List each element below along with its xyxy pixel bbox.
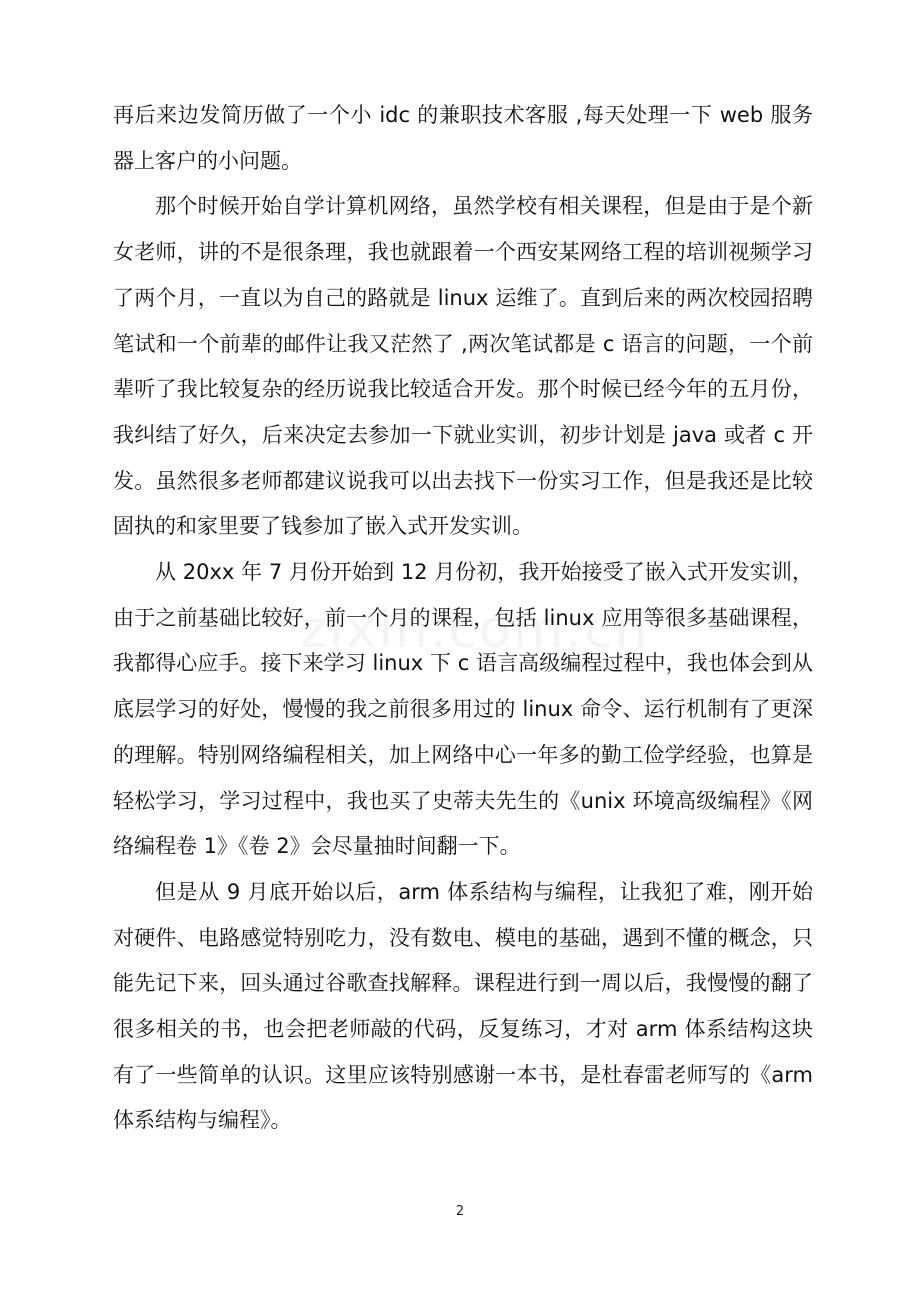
paragraph-1: 再后来边发简历做了一个小 idc 的兼职技术客服 ,每天处理一下 web 服务器上客户的小问题。: [113, 103, 813, 173]
page-number: 2: [455, 1204, 465, 1219]
watermark: [300, 600, 650, 660]
paragraph-4: 但是从 9 月底开始以后，arm 体系结构与编程，让我犯了难，刚开始对硬件、电路感觉特别吃力，没有数电、模电的基础，遇到不懂的概念，只能先记下来，回头通过谷歌查找解释。课程进行到一周以后，我慢慢的翻了很多相关的书，也会把老师敲的代码，反复练习，才对 arm 体系结构这块有了一些简单的认识。这里应该特别感谢一本书，是杜春雷老师写的《arm 体系结构与编程》。: [113, 879, 813, 1133]
paragraph-2: 那个时候开始自学计算机网络，虽然学校有相关课程，但是由于是个新女老师，讲的不是很条理，我也就跟着一个西安某网络工程的培训视频学习了两个月，一直以为自己的路就是 linux 运维了。直到后来的两次校园招聘笔试和一个前辈的邮件让我又茫然了 ,两次笔试都是 c 语言的问题，一个前辈听了我比较复杂的经历说我比较适合开发。那个时候已经今年的五月份，我纠结了好久，后来决定去参加一下就业实训，初步计划是 java 或者 c 开发。虽然很多老师都建议说我可以出去找下一份实习工作，但是我还是比较固执的和家里要了钱参加了嵌入式开发实训。: [113, 194, 813, 539]
paragraph-3: 从 20xx 年 7 月份开始到 12 月份初，我开始接受了嵌入式开发实训，由于之前基础比较好，前一个月的课程，包括 linux 应用等很多基础课程，我都得心应手。接下来学习 linux 下 c 语言高级编程过程中，我也体会到从底层学习的好处，慢慢的我之前很多用过的 linux 命令、运行机制有了更深的理解。特别网络编程相关，加上网络中心一年多的勤工俭学经验，也算是轻松学习，学习过程中，我也买了史蒂夫先生的《unix 环境高级编程》《网络编程卷 1》《卷 2》会尽量抽时间翻一下。: [113, 560, 813, 859]
